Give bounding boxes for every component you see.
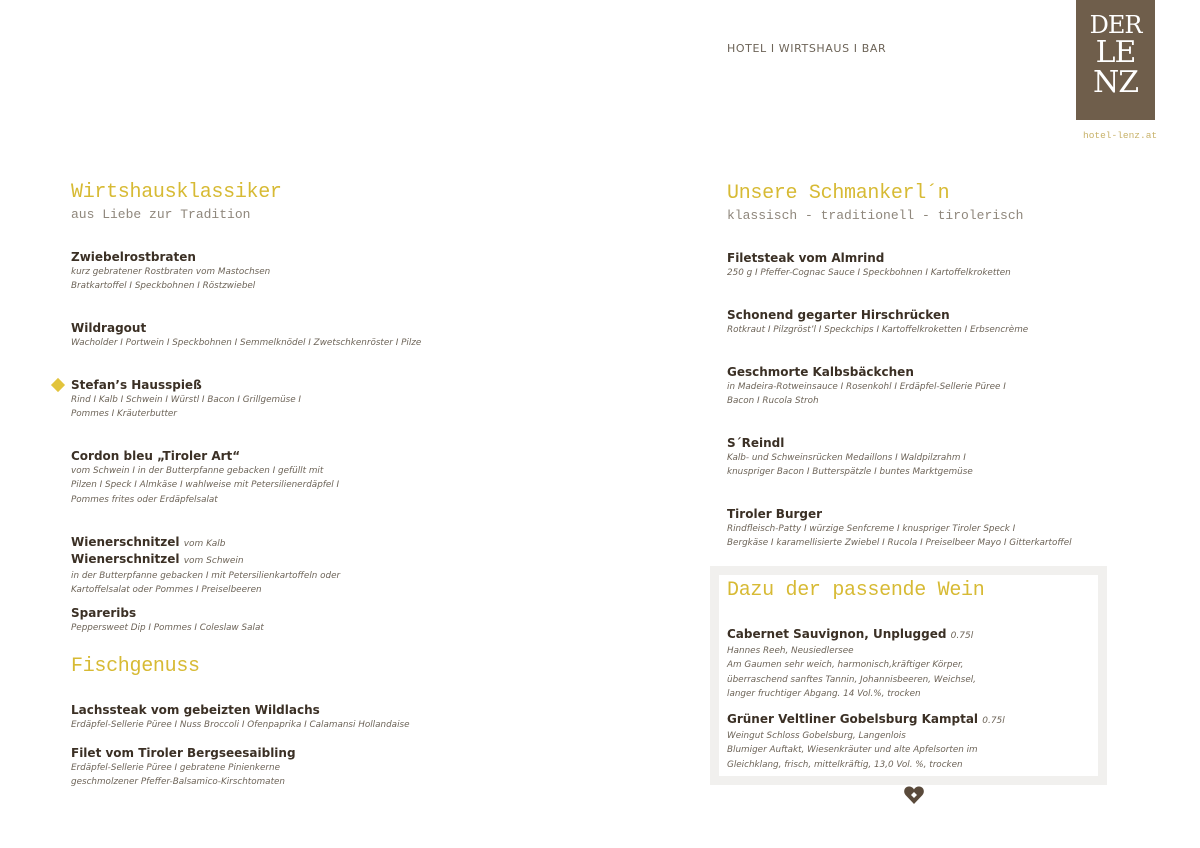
dish-filetsteak xyxy=(727,251,1187,280)
dish-kalbsbaeckchen xyxy=(727,365,1187,409)
dish-description-line: Bergkäse I karamellisierte Zwiebel I Rucola I Preiselbeer Mayo I Gitterkartoffel xyxy=(727,538,1072,549)
heart-ornament-icon xyxy=(903,784,925,810)
dish-lachssteak xyxy=(71,703,491,732)
dish-name: S´Reindl xyxy=(727,436,785,450)
der-lenz-logo[interactable] xyxy=(1076,0,1155,120)
logo-line-2: LE xyxy=(1095,35,1136,70)
dish-description-line: vom Schwein I in der Butterpfanne gebacken I gefüllt mit xyxy=(71,466,324,476)
dish-description-line: Bacon I Rucola Stroh xyxy=(727,396,819,407)
wine-cabernet xyxy=(727,627,1087,701)
wine-volume: 0.75l xyxy=(950,631,974,641)
dish-spareribs xyxy=(71,606,491,635)
wine-description-line: überraschend sanftes Tannin, Johannisbeeren, Weichsel, xyxy=(727,674,976,685)
dish-name: Zwiebelrostbraten xyxy=(71,250,196,264)
dish-zwiebelrostbraten xyxy=(71,250,491,294)
dish-description-line: Rind I Kalb I Schwein I Würstl I Bacon I Grillgemüse I xyxy=(71,395,302,405)
dish-name: Filetsteak vom Almrind xyxy=(727,251,885,265)
dish-description-line: Rindfleisch-Patty I würzige Senfcreme I knuspriger Tiroler Speck I xyxy=(727,524,1016,534)
dish-description-line: in Madeira-Rotweinsauce I Rosenkohl I Erdäpfel-Sellerie Püree I xyxy=(727,382,1006,392)
dish-sreindl xyxy=(727,436,1187,480)
section-title-fischgenuss: Fischgenuss xyxy=(71,655,200,678)
dish-name: Wienerschnitzel xyxy=(71,535,180,549)
dish-name: Tiroler Burger xyxy=(727,507,823,521)
dish-name: Spareribs xyxy=(71,606,137,620)
hotel-tagline: HOTEL I WIRTSHAUS I BAR xyxy=(727,42,887,55)
dish-name: Schonend gegarter Hirschrücken xyxy=(727,308,950,322)
wine-gruener-veltliner xyxy=(727,712,1087,772)
dish-description-line: Wacholder I Portwein I Speckbohnen I Semmelknödel I Zwetschkenröster I Pilze xyxy=(71,338,422,348)
dish-description-line: in der Butterpfanne gebacken I mit Petersilienkartoffeln oder xyxy=(71,571,341,581)
wine-volume: 0.75l xyxy=(982,716,1005,726)
dish-description-line: geschmolzener Pfeffer-Balsamico-Kirschtomaten xyxy=(71,777,286,788)
dish-bergseesaibling xyxy=(71,746,491,790)
website-link[interactable]: hotel-lenz.at xyxy=(1083,130,1158,141)
section-subtitle-schmankerln: klassisch - traditionell - tirolerisch xyxy=(727,208,1024,223)
logo-line-3: NZ xyxy=(1092,65,1139,100)
dish-description-line: Bratkartoffel I Speckbohnen I Röstzwiebel xyxy=(71,281,256,292)
dish-note: vom Kalb xyxy=(183,539,226,549)
dish-description-line: Erdäpfel-Sellerie Püree I Nuss Broccoli I Ofenpaprika I Calamansi Hollandaise xyxy=(71,720,410,730)
dish-description-line: Rotkraut I Pilzgröst’l I Speckchips I Kartoffelkroketten I Erbsencrème xyxy=(727,325,1029,335)
wine-description-line: Am Gaumen sehr weich, harmonisch,kräftiger Körper, xyxy=(727,660,964,671)
wine-name: Grüner Veltliner Gobelsburg Kamptal xyxy=(727,712,979,726)
wine-description-line: Blumiger Auftakt, Wiesenkräuter und alte Apfelsorten im xyxy=(727,745,978,756)
dish-description-line: Pommes frites oder Erdäpfelsalat xyxy=(71,494,218,505)
wine-description-line: Hannes Reeh, Neusiedlersee xyxy=(727,646,854,656)
section-title-wirtshausklassiker: Wirtshausklassiker xyxy=(71,181,282,204)
dish-cordon-bleu xyxy=(71,449,491,507)
dish-description-line: Kartoffelsalat oder Pommes I Preiselbeeren xyxy=(71,585,262,596)
dish-description-line: Peppersweet Dip I Pommes I Coleslaw Salat xyxy=(71,623,264,633)
section-subtitle-wirtshausklassiker: aus Liebe zur Tradition xyxy=(71,207,251,222)
dish-description-line: kurz gebratener Rostbraten vom Mastochsen xyxy=(71,267,271,277)
logo-line-1: DER xyxy=(1089,11,1142,39)
dish-name: Cordon bleu „Tiroler Art“ xyxy=(71,449,241,463)
dish-name: Filet vom Tiroler Bergseesaibling xyxy=(71,746,296,760)
dish-description-line: Pommes I Kräuterbutter xyxy=(71,409,177,420)
wine-name: Cabernet Sauvignon, Unplugged xyxy=(727,627,947,641)
dish-name: Wienerschnitzel xyxy=(71,552,180,566)
dish-description-line: Pilzen I Speck I Almkäse I wahlweise mit Petersilienerdäpfel I xyxy=(71,480,340,491)
dish-name: Wildragout xyxy=(71,321,147,335)
dish-name: Geschmorte Kalbsbäckchen xyxy=(727,365,914,379)
dish-description-line: 250 g I Pfeffer-Cognac Sauce I Speckbohnen I Kartoffelkroketten xyxy=(727,268,1011,278)
section-title-wein: Dazu der passende Wein xyxy=(727,579,985,602)
dish-note: vom Schwein xyxy=(183,556,244,566)
dish-wienerschnitzel xyxy=(71,535,491,598)
wine-description-line: Weingut Schloss Gobelsburg, Langenlois xyxy=(727,731,906,741)
dish-tiroler-burger xyxy=(727,507,1187,551)
section-title-schmankerln: Unsere Schmankerl´n xyxy=(727,182,950,205)
wine-description-line: langer fruchtiger Abgang. 14 Vol.%, trocken xyxy=(727,688,921,699)
dish-name: Stefan’s Hausspieß xyxy=(71,378,202,392)
wine-description-line: Gleichklang, frisch, mittelkräftig, 13,0 Vol. %, trocken xyxy=(727,759,963,770)
recommendation-diamond-icon xyxy=(51,378,65,392)
dish-description-line: Kalb- und Schweinsrücken Medaillons I Waldpilzrahm I xyxy=(727,453,966,463)
dish-description-line: knuspriger Bacon I Butterspätzle I buntes Marktgemüse xyxy=(727,467,973,478)
dish-wildragout xyxy=(71,321,491,350)
dish-name: Lachssteak vom gebeizten Wildlachs xyxy=(71,703,320,717)
dish-stefans-hausspiess xyxy=(71,378,491,422)
dish-description-line: Erdäpfel-Sellerie Püree I gebratene Pinienkerne xyxy=(71,763,281,773)
dish-hirschruecken xyxy=(727,308,1187,337)
